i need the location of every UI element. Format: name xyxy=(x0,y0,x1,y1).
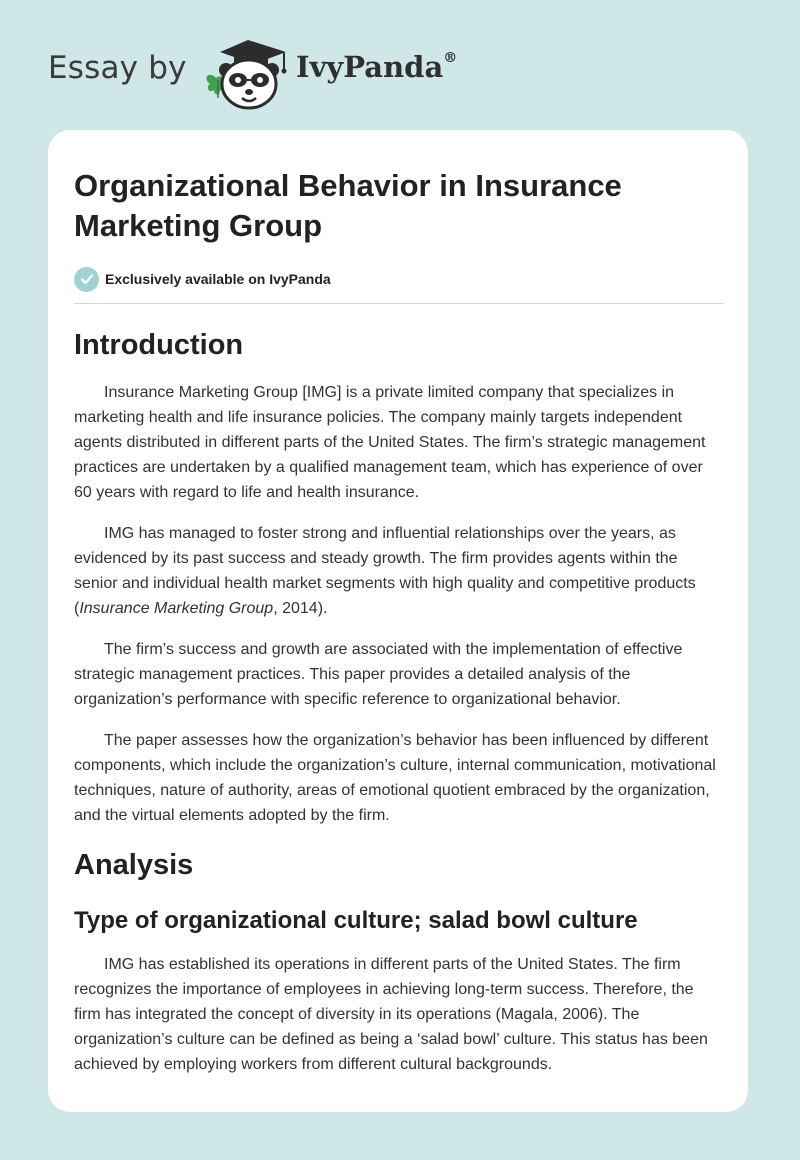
section-heading-introduction: Introduction xyxy=(74,329,244,361)
divider xyxy=(74,303,724,304)
paragraph-1: Insurance Marketing Group [IMG] is a private limited company that specializes in marketing health and life insurance policies. The company mainly targets independent agents distributed in different parts of the United States. The firm’s strategic management practices are undertaken by a qualified management team, which has experience of over 60 years with regard to life and health insurance. xyxy=(74,384,706,501)
paragraph-2-text-start: IMG has managed to foster strong and influential relationships over the years, as evidenced by its past success and steady growth. The firm provides agents within the senior and individual health market segments with high quality and competitive products ( xyxy=(74,525,696,617)
paragraph-2 xyxy=(74,521,724,621)
paragraph-3: The firm’s success and growth are associated with the implementation of effective strategic management practices. This paper provides a detailed analysis of the organization’s performance with specific reference to organizational behavior. xyxy=(74,641,683,708)
subsection-heading-culture: Type of organizational culture; salad bowl culture xyxy=(74,907,638,934)
section-heading-analysis: Analysis xyxy=(74,849,194,881)
exclusive-text: Exclusively available on IvyPanda xyxy=(105,271,331,287)
paragraph-5: IMG has established its operations in different parts of the United States. The firm recognizes the importance of employees in achieving long-term success. Therefore, the firm has integrated the concept of diversity in its operations (Magala, 2006). The organization’s culture can be defined as being a ‘salad bowl’ culture. This status has been achieved by employing workers from different cultural backgrounds. xyxy=(74,956,708,1073)
site-header xyxy=(0,0,800,130)
essay-by-label: Essay by xyxy=(48,50,187,86)
brand-name[interactable]: IvyPanda® xyxy=(296,50,458,84)
exclusive-badge xyxy=(74,266,724,292)
essay-card xyxy=(48,130,748,1112)
checkmark-icon xyxy=(74,267,99,292)
citation-title: Insurance Marketing Group xyxy=(79,600,274,617)
paragraph-4: The paper assesses how the organization’s behavior has been influenced by different components, which include the organization’s culture, internal communication, motivational techniques, nature of authority, areas of emotional quotient embraced by the organization, and the virtual elements adopted by the firm. xyxy=(74,732,716,824)
ivypanda-logo-icon[interactable] xyxy=(200,36,292,110)
paragraph-2-text-end: , 2014). xyxy=(273,600,328,617)
trademark-symbol: ® xyxy=(443,50,458,67)
page-title: Organizational Behavior in Insurance Marketing Group xyxy=(74,168,622,243)
